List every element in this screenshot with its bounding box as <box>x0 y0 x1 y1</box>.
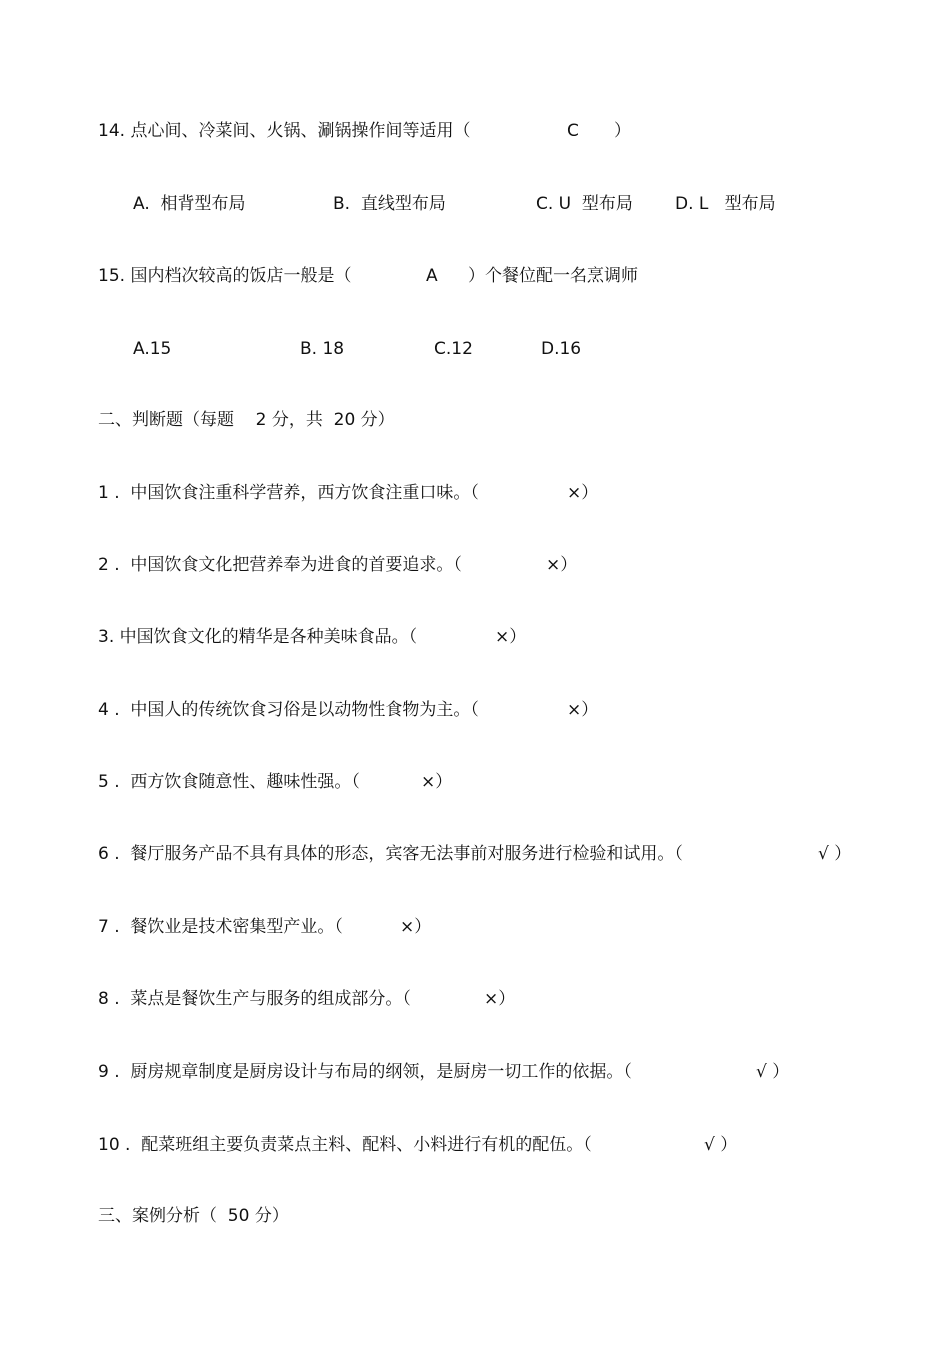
judge-item-text: 2 . 中国饮食文化把营养奉为进食的首要追求。（ <box>98 555 462 575</box>
q15-option-a: A.15 <box>133 339 172 359</box>
q14-option-c: C. U 型布局 <box>536 194 633 214</box>
judge-item-mark: √ ） <box>756 1062 790 1082</box>
judge-item-text: 7 . 餐饮业是技术密集型产业。（ <box>98 917 343 937</box>
q14-option-a: A. 相背型布局 <box>133 194 246 214</box>
judge-item-text: 4 . 中国人的传统饮食习俗是以动物性食物为主。（ <box>98 700 479 720</box>
section-2-heading: 二、判断题（每题 2 分，共 20 分） <box>98 410 395 430</box>
judge-item-mark: ×） <box>567 483 599 503</box>
q14-option-d: D. L 型布局 <box>675 194 776 214</box>
judge-item-text: 8 . 菜点是餐饮生产与服务的组成部分。（ <box>98 989 411 1009</box>
question-15-text: 15. 国内档次较高的饭店一般是（ <box>98 266 352 286</box>
question-15-answer: A <box>426 266 438 286</box>
judge-item-text: 6 . 餐厅服务产品不具有具体的形态，宾客无法事前对服务进行检验和试用。（ <box>98 844 683 864</box>
q15-option-c: C.12 <box>434 339 473 359</box>
question-14-answer: C <box>567 121 579 141</box>
q15-option-d: D.16 <box>541 339 582 359</box>
judge-item-text: 9 . 厨房规章制度是厨房设计与布局的纲领，是厨房一切工作的依据。（ <box>98 1062 632 1082</box>
question-14-text: 14. 点心间、冷菜间、火锅、涮锅操作间等适用（ <box>98 121 471 141</box>
judge-item-mark: √ ） <box>704 1135 738 1155</box>
judge-item-mark: ×） <box>495 627 527 647</box>
judge-item-mark: √ ） <box>818 844 852 864</box>
judge-item-text: 1 . 中国饮食注重科学营养，西方饮食注重口味。（ <box>98 483 479 503</box>
q14-option-b: B. 直线型布局 <box>333 194 446 214</box>
judge-item-mark: ×） <box>400 917 432 937</box>
judge-item-text: 5 . 西方饮食随意性、趣味性强。（ <box>98 772 360 792</box>
question-15-close: ）个餐位配一名烹调师 <box>468 266 638 286</box>
question-14-close: ） <box>614 121 631 141</box>
judge-item-mark: ×） <box>484 989 516 1009</box>
q15-option-b: B. 18 <box>300 339 345 359</box>
judge-item-mark: ×） <box>546 555 578 575</box>
judge-item-text: 3. 中国饮食文化的精华是各种美味食品。（ <box>98 627 418 647</box>
section-3-heading: 三、案例分析（ 50 分） <box>98 1206 289 1226</box>
judge-item-mark: ×） <box>567 700 599 720</box>
judge-item-text: 10 . 配菜班组主要负责菜点主料、配料、小料进行有机的配伍。（ <box>98 1135 592 1155</box>
judge-item-mark: ×） <box>421 772 453 792</box>
